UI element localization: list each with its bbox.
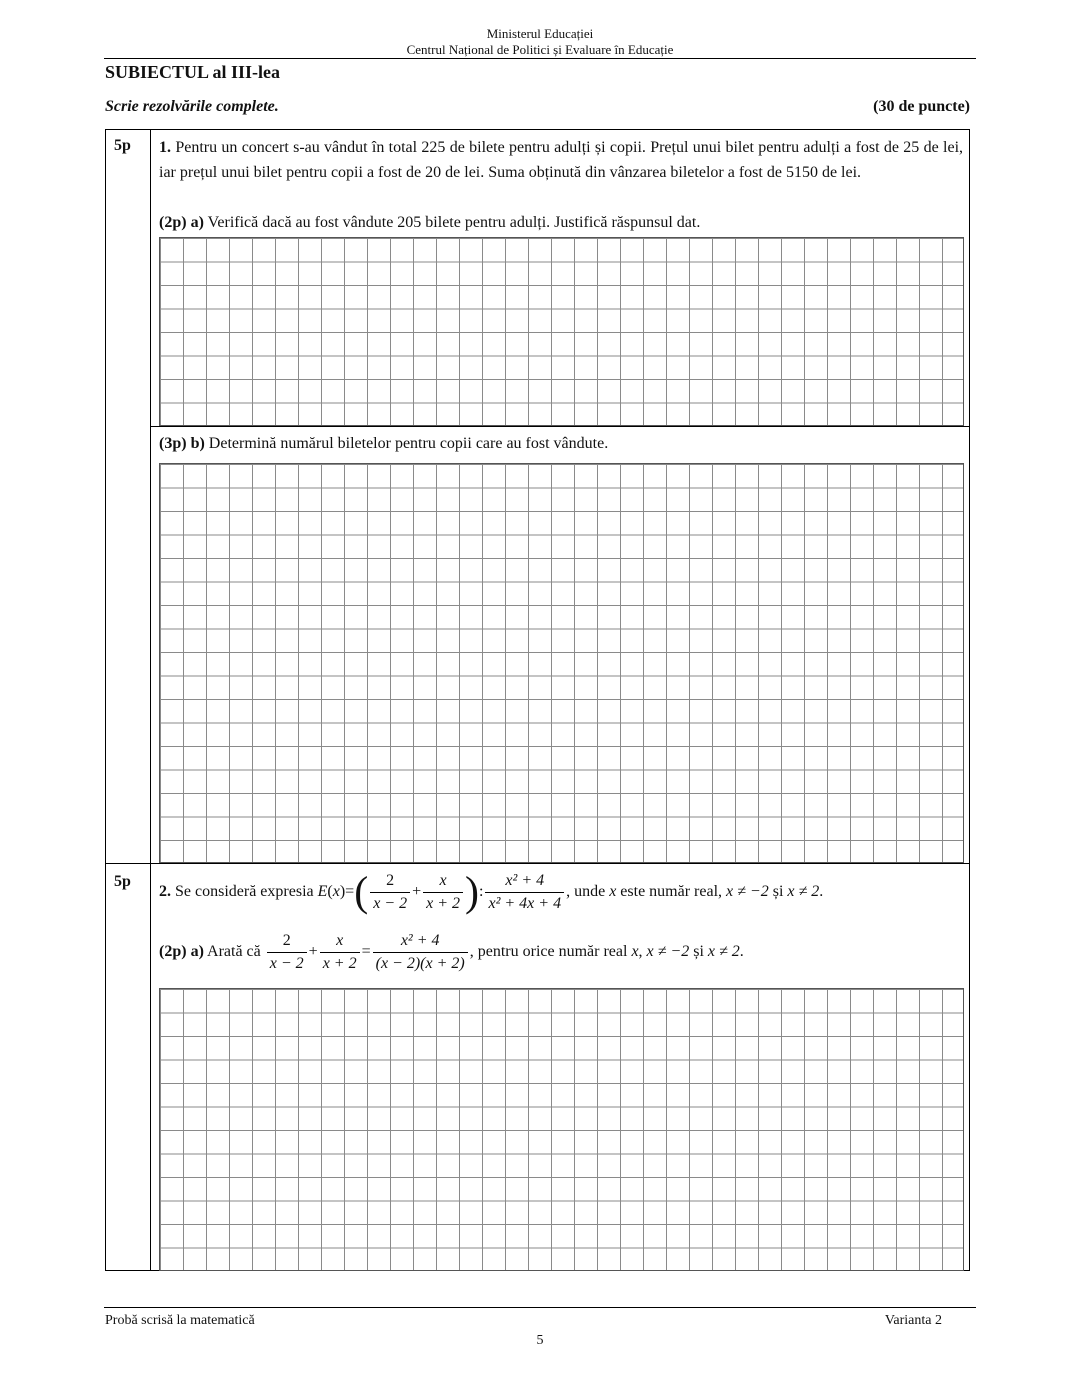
p2-period: . <box>819 883 824 901</box>
p1b-points: (3p) <box>159 435 187 452</box>
p1b-letter: b) <box>190 435 205 452</box>
footer-rule <box>104 1307 976 1308</box>
problem-1-number: 1. <box>159 139 171 156</box>
p2-var: x <box>609 883 617 901</box>
answer-grid-1a[interactable] <box>159 237 964 426</box>
problem-1a <box>159 210 700 235</box>
frac-den: x + 2 <box>322 955 357 972</box>
p1a-letter: a) <box>190 214 204 231</box>
p2a-period: . <box>739 943 744 961</box>
identity: $\frac{2}{x - 2}$ + $\frac{x}{x + 2}$ = $\frac{\text{x² + 4}}{(x - 2)(x + 2)}$ <box>265 943 470 960</box>
expression-E: E(x)=( $\frac{2}{x - 2}$ + $\frac{x}{x + 2}$ ): $\frac{\text{x² + 4}}{\text{x² + 4x + 4}}$ <box>318 883 566 900</box>
p1-text: de bilete pentru adulți și copii. Prețul unui bilet pentru adulți a fost de <box>445 139 904 156</box>
p2-neq1: x ≠ −2 <box>726 883 769 901</box>
p2a-letter: a) <box>190 943 204 961</box>
p1a-text: Verifică dacă au fost vândute <box>207 214 394 231</box>
p1-text: de lei, iar prețul unui bilet pentru copii a fost de <box>159 139 964 181</box>
p1a-number: 205 <box>397 214 422 231</box>
frac-num: x² + 4 <box>373 930 468 953</box>
p2-intro: Se consideră expresia <box>175 883 314 901</box>
p2a-and: și <box>693 943 704 961</box>
p1-child-price: 20 <box>425 164 442 181</box>
points-column-divider <box>150 129 151 1271</box>
footer-left: Probă scrisă la matematică <box>105 1313 255 1328</box>
p2-and: și <box>772 883 784 901</box>
p2a-tail: , pentru orice număr real <box>469 943 628 961</box>
header-rule <box>104 58 976 59</box>
problem-1-statement <box>159 135 963 185</box>
p2a-neq1: x ≠ −2 <box>646 943 690 961</box>
p1-text: de lei. <box>817 164 862 181</box>
fraction <box>373 930 468 975</box>
fraction <box>267 930 307 975</box>
problem-2-statement <box>159 870 823 915</box>
expr-arg: x <box>332 883 340 901</box>
frac-den: x − 2 <box>373 895 408 912</box>
p2-neq2: x ≠ 2 <box>787 883 820 901</box>
subquestion-divider <box>150 426 970 427</box>
frac-den: x² + 4x + 4 <box>488 895 562 912</box>
problem-2a: (2p) a) Arată că $\frac{2}{x - 2}$ + $\frac{x}{x + 2}$ = $\frac{\text{x² + 4}}{(x - 2)(x + 2)}$ , pentru orice număr real x, x ≠ −2 și x ≠ 2. <box>159 930 744 975</box>
total-points: (30 de puncte) <box>873 98 970 115</box>
left-paren: ( <box>354 869 369 916</box>
problem-1-points: 5p <box>114 137 131 154</box>
right-paren: ) <box>465 869 480 916</box>
p2-cond: este număr real, <box>620 883 723 901</box>
frac-den: x + 2 <box>426 895 461 912</box>
fraction <box>423 870 463 915</box>
fraction <box>370 870 410 915</box>
problem-1b <box>159 431 608 456</box>
frac-num: x <box>320 930 360 953</box>
p1-text: de lei. Suma obținută din vânzarea biletelor a fost de <box>441 164 786 181</box>
p1-sum: 5150 <box>785 164 818 181</box>
answer-grid-2a[interactable] <box>159 988 964 1271</box>
p1b-text: Determină numărul biletelor pentru copii care au fost vândute. <box>208 435 609 452</box>
p2a-points: (2p) <box>159 943 187 961</box>
p1-adult-price: 25 <box>903 139 920 156</box>
fraction <box>320 930 360 975</box>
frac-den: (x − 2)(x + 2) <box>375 955 465 972</box>
problem-divider <box>105 863 970 864</box>
p1a-text2: bilete pentru adulți. Justifică răspunsul dat. <box>425 214 701 231</box>
p2a-var: x <box>631 943 639 961</box>
frac-num: x² + 4 <box>485 870 564 893</box>
problem-2-points: 5p <box>114 873 131 890</box>
fraction <box>485 870 564 915</box>
header-ministry: Ministerul Educației <box>486 26 594 41</box>
footer-right: Varianta 2 <box>884 1313 942 1328</box>
p2a-neq2: x ≠ 2 <box>707 943 740 961</box>
problem-2-number: 2. <box>159 883 171 901</box>
header-center: Centrul Național de Politici și Evaluare în Educație <box>406 42 674 57</box>
expr-lhs: E <box>317 883 328 901</box>
p1-total: 225 <box>421 139 446 156</box>
section-title: SUBIECTUL al III-lea <box>105 62 281 82</box>
p2-after-expr: , unde <box>566 883 606 901</box>
frac-den: x − 2 <box>269 955 304 972</box>
frac-num: 2 <box>267 930 307 953</box>
p2a-text: Arată că <box>207 943 261 961</box>
frac-num: 2 <box>370 870 410 893</box>
frac-num: x <box>423 870 463 893</box>
answer-grid-1b[interactable] <box>159 463 964 863</box>
instruction: Scrie rezolvările complete. <box>105 98 279 115</box>
p1-text: Pentru un concert s-au vândut în total <box>175 139 422 156</box>
page-number: 5 <box>536 1333 544 1348</box>
p1a-points: (2p) <box>159 214 187 231</box>
